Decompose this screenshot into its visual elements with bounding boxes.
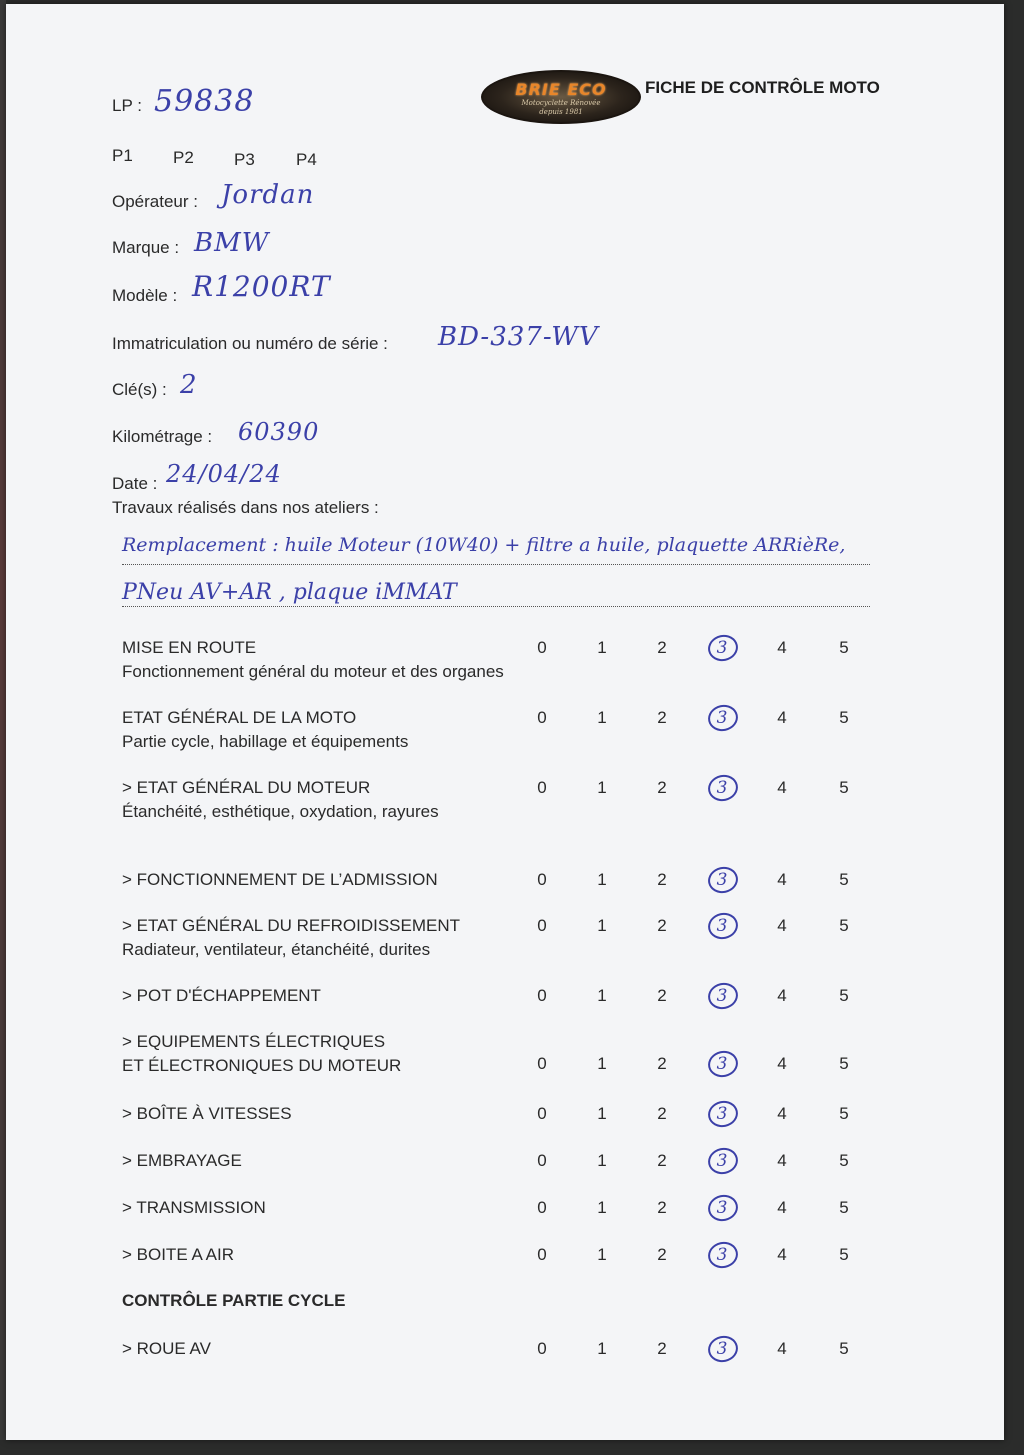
operateur-value[interactable]: Jordan <box>221 180 315 210</box>
score-option-5[interactable]: 5 <box>839 916 849 935</box>
score-option-4[interactable]: 4 <box>777 870 787 889</box>
modele-label: Modèle : <box>112 286 178 305</box>
score-option-0[interactable]: 0 <box>537 986 547 1005</box>
rating-row-title: MISE EN ROUTE <box>122 638 257 657</box>
score-option-4[interactable]: 4 <box>777 1104 787 1123</box>
score-option-3[interactable]: 3 <box>716 1339 728 1359</box>
logo-subtitle: Motocyclette Rénovée <box>521 99 601 107</box>
score-option-2[interactable]: 2 <box>657 638 667 657</box>
score-option-2[interactable]: 2 <box>657 1151 667 1170</box>
date-label: Date : <box>112 474 158 493</box>
score-option-2[interactable]: 2 <box>657 778 667 797</box>
score-option-1[interactable]: 1 <box>597 1054 607 1073</box>
rating-row-title: > EQUIPEMENTS ÉLECTRIQUES <box>122 1032 386 1051</box>
rating-row <box>122 706 882 754</box>
score-option-3[interactable]: 3 <box>716 1245 728 1265</box>
brand-logo <box>481 70 641 124</box>
marque-label: Marque : <box>112 238 180 257</box>
score-option-0[interactable]: 0 <box>537 708 547 727</box>
km-value[interactable]: 60390 <box>238 418 320 446</box>
score-option-2[interactable]: 2 <box>657 708 667 727</box>
travaux-line-2[interactable]: PNeu AV+AR , plaque iMMAT <box>122 580 457 605</box>
position-p4[interactable]: P4 <box>296 150 317 169</box>
date-value[interactable]: 24/04/24 <box>166 460 282 488</box>
rating-row-subtitle: Fonctionnement général du moteur et des organes <box>122 662 504 681</box>
score-option-1[interactable]: 1 <box>597 708 607 727</box>
score-option-3[interactable]: 3 <box>716 916 728 936</box>
score-option-0[interactable]: 0 <box>537 1339 547 1358</box>
score-option-1[interactable]: 1 <box>597 778 607 797</box>
score-option-1[interactable]: 1 <box>597 1198 607 1217</box>
score-option-5[interactable]: 5 <box>839 708 849 727</box>
control-sheet <box>6 4 1004 1440</box>
lp-label: LP : <box>112 96 142 115</box>
logo-subtitle-2: depuis 1981 <box>539 108 583 116</box>
score-option-1[interactable]: 1 <box>597 638 607 657</box>
km-label: Kilométrage : <box>112 427 213 446</box>
rating-row-title: > FONCTIONNEMENT DE L’ADMISSION <box>122 870 438 889</box>
score-option-5[interactable]: 5 <box>839 870 849 889</box>
score-option-3[interactable]: 3 <box>716 708 728 728</box>
cles-value[interactable]: 2 <box>180 370 198 400</box>
score-option-4[interactable]: 4 <box>777 1151 787 1170</box>
score-option-5[interactable]: 5 <box>839 1245 849 1264</box>
rating-row-title: > ETAT GÉNÉRAL DU REFROIDISSEMENT <box>122 916 461 935</box>
score-option-3[interactable]: 3 <box>716 1151 728 1171</box>
score-option-3[interactable]: 3 <box>716 1054 728 1074</box>
score-option-5[interactable]: 5 <box>839 638 849 657</box>
score-option-0[interactable]: 0 <box>537 778 547 797</box>
travaux-label: Travaux réalisés dans nos ateliers : <box>112 498 379 517</box>
rating-row <box>122 984 882 1008</box>
score-option-0[interactable]: 0 <box>537 870 547 889</box>
position-p1[interactable]: P1 <box>112 146 133 165</box>
rating-row-subtitle: Partie cycle, habillage et équipements <box>122 732 409 751</box>
lp-value[interactable]: 59838 <box>154 84 255 119</box>
score-option-2[interactable]: 2 <box>657 1054 667 1073</box>
score-option-2[interactable]: 2 <box>657 1104 667 1123</box>
rating-row <box>122 1337 882 1361</box>
score-option-0[interactable]: 0 <box>537 1245 547 1264</box>
rating-row-title: > ROUE AV <box>122 1339 211 1358</box>
logo-text: BRIE ECO <box>515 80 607 99</box>
position-p2[interactable]: P2 <box>173 148 194 167</box>
score-option-2[interactable]: 2 <box>657 870 667 889</box>
modele-value[interactable]: R1200RT <box>192 270 331 303</box>
score-option-1[interactable]: 1 <box>597 1151 607 1170</box>
rating-row <box>122 914 882 962</box>
score-option-5[interactable]: 5 <box>839 986 849 1005</box>
position-p3[interactable]: P3 <box>234 150 255 169</box>
rating-row-subtitle: ET ÉLECTRONIQUES DU MOTEUR <box>122 1056 402 1075</box>
score-option-4[interactable]: 4 <box>777 708 787 727</box>
sheet-title: FICHE DE CONTRÔLE MOTO <box>645 78 880 97</box>
dotted-line <box>122 606 870 607</box>
score-option-2[interactable]: 2 <box>657 986 667 1005</box>
score-option-1[interactable]: 1 <box>597 870 607 889</box>
operateur-label: Opérateur : <box>112 192 198 211</box>
score-option-4[interactable]: 4 <box>777 1339 787 1358</box>
score-option-1[interactable]: 1 <box>597 1339 607 1358</box>
score-option-4[interactable]: 4 <box>777 1054 787 1073</box>
score-option-0[interactable]: 0 <box>537 1054 547 1073</box>
score-option-1[interactable]: 1 <box>597 916 607 935</box>
score-option-5[interactable]: 5 <box>839 1151 849 1170</box>
score-option-3[interactable]: 3 <box>716 986 728 1006</box>
score-option-4[interactable]: 4 <box>777 986 787 1005</box>
immat-label: Immatriculation ou numéro de série : <box>112 334 388 353</box>
rating-row <box>122 1289 882 1313</box>
rating-row <box>122 868 882 892</box>
rating-row-title: > POT D'ÉCHAPPEMENT <box>122 986 321 1005</box>
rating-row-title: > TRANSMISSION <box>122 1198 266 1217</box>
section-heading: CONTRÔLE PARTIE CYCLE <box>122 1291 346 1310</box>
score-option-1[interactable]: 1 <box>597 986 607 1005</box>
score-option-2[interactable]: 2 <box>657 1198 667 1217</box>
score-option-4[interactable]: 4 <box>777 638 787 657</box>
cles-label: Clé(s) : <box>112 380 167 399</box>
score-option-4[interactable]: 4 <box>777 1245 787 1264</box>
score-option-0[interactable]: 0 <box>537 1198 547 1217</box>
rating-row-title: > EMBRAYAGE <box>122 1151 242 1170</box>
score-option-5[interactable]: 5 <box>839 1054 849 1073</box>
rating-row <box>122 1102 882 1126</box>
dotted-line <box>122 564 870 565</box>
score-option-0[interactable]: 0 <box>537 638 547 657</box>
score-option-5[interactable]: 5 <box>839 1104 849 1123</box>
immat-value[interactable]: BD-337-WV <box>438 322 599 352</box>
score-option-5[interactable]: 5 <box>839 1198 849 1217</box>
score-option-4[interactable]: 4 <box>777 916 787 935</box>
score-option-3[interactable]: 3 <box>716 870 728 890</box>
rating-row <box>122 636 882 684</box>
rating-row <box>122 1196 882 1220</box>
score-option-3[interactable]: 3 <box>716 1198 728 1218</box>
travaux-line-1[interactable]: Remplacement : huile Moteur (10W40) + filtre a huile, plaquette ARRièRe, <box>122 534 846 556</box>
rating-row-title: > BOÎTE À VITESSES <box>122 1104 292 1123</box>
score-option-0[interactable]: 0 <box>537 1104 547 1123</box>
score-option-3[interactable]: 3 <box>716 638 728 658</box>
score-option-2[interactable]: 2 <box>657 916 667 935</box>
score-option-0[interactable]: 0 <box>537 1151 547 1170</box>
score-option-4[interactable]: 4 <box>777 778 787 797</box>
score-option-2[interactable]: 2 <box>657 1339 667 1358</box>
rating-row-subtitle: Radiateur, ventilateur, étanchéité, durites <box>122 940 431 959</box>
rating-row-title: ETAT GÉNÉRAL DE LA MOTO <box>122 708 357 727</box>
rating-row-title: > ETAT GÉNÉRAL DU MOTEUR <box>122 778 371 797</box>
rating-row <box>122 1243 882 1267</box>
score-option-5[interactable]: 5 <box>839 778 849 797</box>
rating-row-title: > BOITE A AIR <box>122 1245 234 1264</box>
rating-row <box>122 1030 882 1078</box>
score-option-5[interactable]: 5 <box>839 1339 849 1358</box>
rating-row <box>122 1149 882 1173</box>
score-option-4[interactable]: 4 <box>777 1198 787 1217</box>
score-option-0[interactable]: 0 <box>537 916 547 935</box>
score-option-2[interactable]: 2 <box>657 1245 667 1264</box>
score-option-3[interactable]: 3 <box>716 778 728 798</box>
score-option-1[interactable]: 1 <box>597 1104 607 1123</box>
rating-row <box>122 776 882 824</box>
marque-value[interactable]: BMW <box>194 228 270 258</box>
score-option-3[interactable]: 3 <box>716 1104 728 1124</box>
rating-row-subtitle: Étanchéité, esthétique, oxydation, rayures <box>122 802 439 821</box>
score-option-1[interactable]: 1 <box>597 1245 607 1264</box>
